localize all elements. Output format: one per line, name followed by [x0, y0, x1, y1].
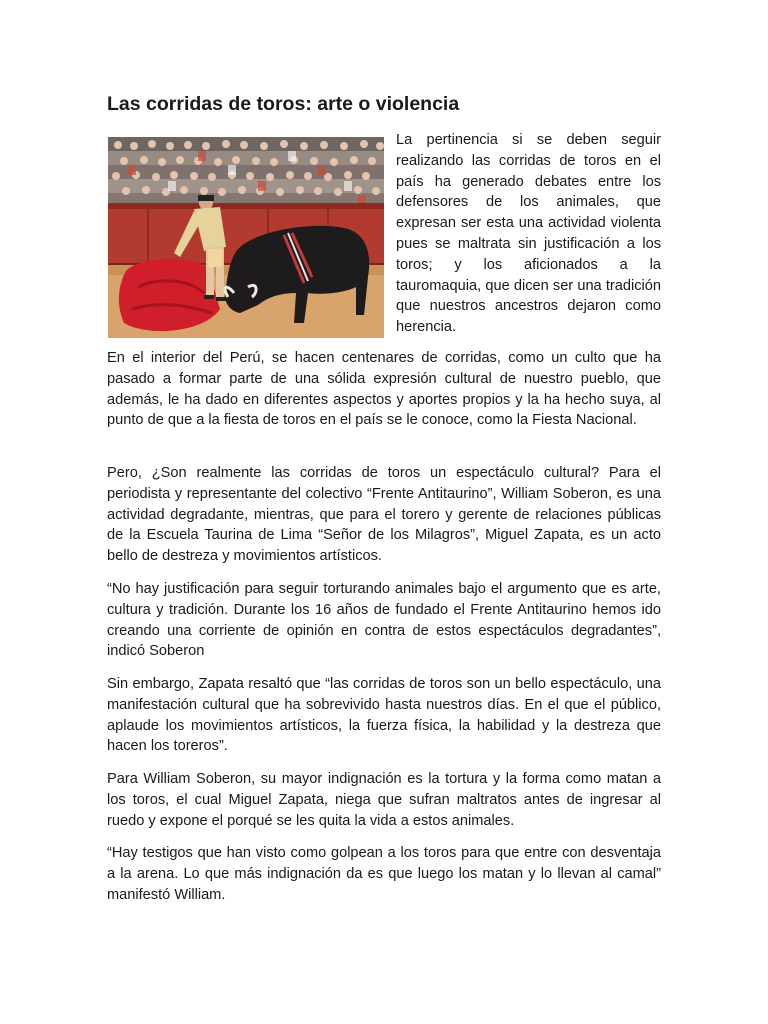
bullfight-photo	[108, 137, 384, 338]
body-paragraph: Sin embargo, Zapata resaltó que “las corridas de toros son un bello espectáculo, una manifestación cultural que ha sobrevivido hasta nuestros días. En el que el público, aplaude los movimientos artísticos, la fuerza física, la habilidad y la destreza que hacen los toreros”.	[107, 676, 661, 755]
body-paragraph: Pero, ¿Son realmente las corridas de toros un espectáculo cultural? Para el periodista y representante del colectivo “Frente Antitaurino”, William Soberon, es una actividad degradante, mientras, que para el torero y gerente de relaciones públicas de la Escuela Taurina de Lima “Señor de los Milagros”, Miguel Zapata, es un acto bello de destreza y movimientos artísticos.	[107, 465, 661, 565]
intro-paragraph: La pertinencia si se deben seguir realizando las corridas de toros en el país ha generado debates entre los defensores de los animales, que expresan ser esta una actividad violenta pues se maltrata sin justificación a los toros; y los aficionados a la tauromaquia, que dicen ser una tradición que nuestros ancestros dejaron como herencia.	[396, 132, 661, 336]
article-title: Las corridas de toros: arte o violencia	[107, 93, 460, 115]
body-paragraph: “Hay testigos que han visto como golpean a los toros para que entre con desventaja a la arena. Lo que más indignación da es que luego los matan y lo llevan al camal” manifestó William.	[107, 845, 661, 903]
body-paragraph: Para William Soberon, su mayor indignación es la tortura y la forma como matan a los toros, el cual Miguel Zapata, niega que sufran maltratos antes de ingresar al ruedo y expone el porqué se les quita la vida a estos animales.	[107, 771, 661, 829]
body-paragraph: En el interior del Perú, se hacen centenares de corridas, como un culto que ha pasado a formar parte de una sólida expresión cultural de nuestro pueblo, que además, le ha dado en diferentes aspectos y aportes propios y la ha hecho suya, al punto de que a la fiesta de toros en el país se le conoce, como la Fiesta Nacional.	[107, 350, 661, 429]
body-paragraph: “No hay justificación para seguir torturando animales bajo el argumento que es arte, cultura y tradición. Durante los 16 años de fundado el Frente Antitaurino hemos ido creando una corriente de opinión en contra de estos espectáculos degradantes”, indicó Soberon	[107, 581, 661, 660]
